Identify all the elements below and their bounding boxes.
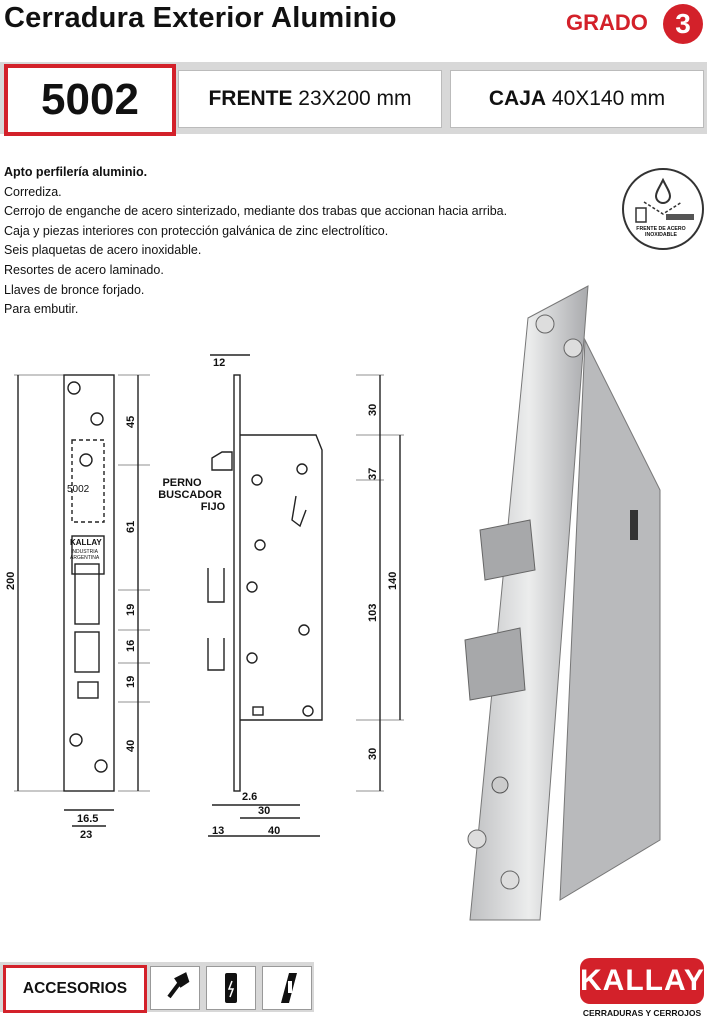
strike-plate-icon: [262, 966, 312, 1010]
badge-text: [624, 226, 698, 238]
plate-sub2: ARGENTINA: [70, 555, 100, 561]
description-line: Seis plaquetas de acero inoxidable.: [4, 243, 202, 258]
dim-40b: 40: [268, 825, 281, 837]
frente-value: 23X200 mm: [298, 87, 412, 110]
dim-61: 61: [125, 520, 137, 533]
description-list: [4, 163, 507, 320]
caja-spec: [450, 70, 704, 128]
perno-line-1: PERNO: [162, 477, 202, 489]
dim-side-103: 103: [367, 603, 379, 622]
dim-2-6: 2.6: [242, 791, 258, 803]
dim-total: 200: [5, 571, 17, 590]
description-line: Para embutir.: [4, 302, 79, 317]
dim-40: 40: [125, 739, 137, 752]
dim-16: 16: [125, 639, 137, 652]
dim-side-140: 140: [387, 571, 399, 590]
hammer-icon: [150, 966, 200, 1010]
brand-tagline: CERRADURAS Y CERROJOS: [582, 1008, 702, 1018]
caja-value: 40X140 mm: [551, 87, 666, 110]
description-line: Llaves de bronce forjado.: [4, 282, 145, 297]
dim-30b: 30: [258, 805, 271, 817]
description-line: Apto perfilería aluminio.: [4, 165, 148, 179]
grado-label: GRADO: [566, 10, 648, 35]
dim-side-37: 37: [367, 467, 379, 480]
dim-side-30a: 30: [367, 403, 379, 416]
dim-19a: 19: [125, 603, 137, 616]
dim-16-5: 16.5: [77, 813, 99, 825]
plate-brand: KALLAY: [70, 538, 102, 547]
brand-logo: KALLAY: [580, 958, 704, 1004]
description-line: Resortes de acero laminado.: [4, 262, 164, 277]
grado-badge: 3: [663, 4, 703, 44]
perno-line-3: FIJO: [200, 501, 226, 513]
dim-23: 23: [80, 829, 93, 841]
badge-line-1: FRENTE DE ACERO: [636, 226, 686, 232]
plate-sub1: INDUSTRIA: [71, 549, 98, 555]
badge-line-2: INOXIDABLE: [645, 232, 677, 238]
dim-side-30b: 30: [367, 747, 379, 760]
dim-13: 13: [212, 825, 225, 837]
dim-19b: 19: [125, 675, 137, 688]
plate-code: 5002: [67, 484, 90, 495]
description-line: Caja y piezas interiores con protección galvánica de zinc electrolítico.: [4, 223, 389, 238]
technical-drawing: [0, 340, 440, 850]
frente-spec: [178, 70, 442, 128]
dim-45: 45: [125, 415, 137, 428]
description-line: Corrediza.: [4, 184, 62, 199]
page-title: Cerradura Exterior Aluminio: [4, 2, 397, 34]
front-plate: [64, 375, 114, 791]
perno-line-2: BUSCADOR: [158, 489, 222, 501]
frente-label: FRENTE: [208, 87, 293, 110]
accessories-label: ACCESORIOS: [3, 965, 147, 1013]
dim-12: 12: [213, 357, 226, 369]
cylinder-icon: [206, 966, 256, 1010]
product-code: 5002: [4, 64, 176, 136]
description-line: Cerrojo de enganche de acero sinterizado, mediante dos trabas que accionan hacia arriba.: [4, 204, 508, 219]
lock-product-image: [440, 280, 707, 930]
caja-label: CAJA: [488, 87, 547, 110]
